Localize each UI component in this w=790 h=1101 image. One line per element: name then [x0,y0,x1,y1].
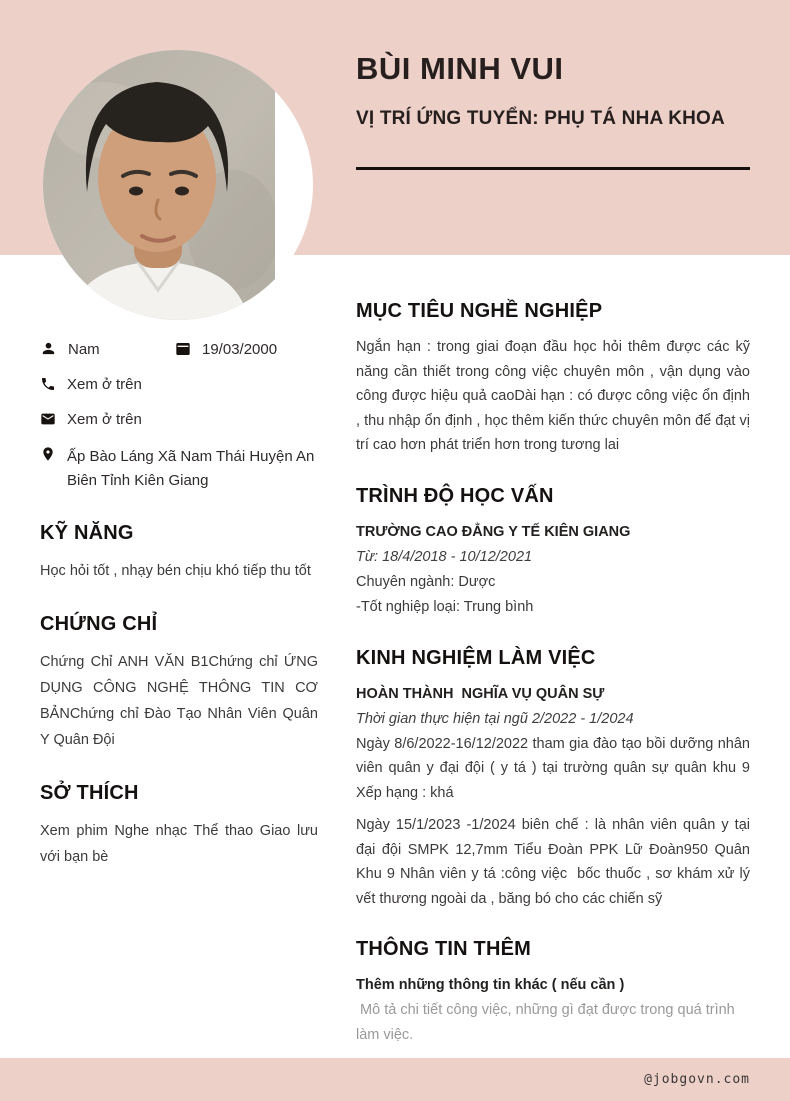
email-value: Xem ở trên [67,411,142,428]
hobbies-section [40,782,318,870]
objective-section [356,300,750,458]
objective-body: Ngắn hạn : trong giai đoạn đầu học hỏi thêm được các kỹ năng cần thiết trong công việc chuyên môn , vận dụng vào công được hiệu quả caoDài hạn : có được công việc ổn định , thu nhập ổn định , học thêm kiến thức chuyên môn để đạt vị trí cao hơn phát triển hơn trong tương lai [356,339,750,453]
candidate-name: BÙI MINH VUI [356,51,564,86]
additional-info-subtitle: Thêm những thông tin khác ( nếu cần ) [356,977,625,993]
education-grade: -Tốt nghiệp loại: Trung bình [356,598,534,615]
header-divider [356,167,750,170]
certificates-section [40,613,318,753]
certificates-body: Chứng Chỉ ANH VĂN B1Chứng chỉ ỨNG DỤNG CÔNG NGHỆ THÔNG TIN CƠ BẢNChứng chỉ Đào Tạo Nhân Viên Quân Y Quân Đội [40,654,318,748]
experience-title: KINH NGHIỆM LÀM VIỆC [356,646,596,669]
skills-body: Học hỏi tốt , nhạy bén chịu khó tiếp thu tốt [40,563,311,579]
person-icon [40,340,57,357]
header-text-block [356,52,750,130]
additional-info-title: THÔNG TIN THÊM [356,938,532,960]
experience-period: Thời gian thực hiện tại ngũ 2/2022 - 1/2024 [356,710,634,727]
applied-position: VỊ TRÍ ỨNG TUYỂN: PHỤ TÁ NHA KHOA [356,108,725,130]
right-column [356,300,755,1074]
additional-info-note: Mô tả chi tiết công việc, những gì đạt được trong quá trình làm việc. [356,1002,739,1043]
address-row [40,445,318,493]
left-column [40,340,318,870]
education-title: TRÌNH ĐỘ HỌC VẤN [356,484,554,507]
footer-watermark: @jobgovn.com [644,1072,750,1087]
experience-role: HOÀN THÀNH NGHĨA VỤ QUÂN SỰ [356,685,605,702]
profile-photo [43,50,313,320]
skills-title: KỸ NĂNG [40,522,134,544]
hobbies-title: SỞ THÍCH [40,782,139,804]
hobbies-body: Xem phim Nghe nhạc Thể thao Giao lưu với bạn bè [40,823,318,865]
gender-item [40,340,175,360]
address-value: Ấp Bào Láng Xã Nam Thái Huyện An Biên Tỉnh Kiên Giang [67,448,315,489]
additional-info-section [356,938,750,1047]
email-row [40,410,318,430]
education-school: TRƯỜNG CAO ĐẲNG Y TẾ KIÊN GIANG [356,523,631,540]
experience-paragraph-2: Ngày 15/1/2023 -1/2024 biên chế : là nhân viên quân y tại đại đội SMPK 12,7mm Tiểu Đoàn PPK Lữ Đoàn950 Quân Khu 9 Nhân viên y tá :công việc bốc thuốc , sơ khám xử lý vết thương ngoài da , băng bó cho các chiến sỹ [356,817,755,907]
footer-bar [0,1058,790,1101]
location-pin-icon [40,446,56,462]
education-period: Từ: 18/4/2018 - 10/12/2021 [356,548,533,565]
gender-value: Nam [68,341,100,358]
gender-birthday-row [40,340,318,360]
certificates-title: CHỨNG CHỈ [40,613,158,635]
envelope-icon [40,411,56,427]
education-major: Chuyên ngành: Dược [356,573,496,590]
phone-icon [40,376,56,392]
education-section [356,485,750,620]
avatar-illustration [43,50,275,320]
birthday-item [175,340,277,360]
calendar-icon [175,341,191,357]
experience-section [356,646,755,912]
phone-value: Xem ở trên [67,376,142,393]
experience-paragraph-1: Ngày 8/6/2022-16/12/2022 tham gia đào tạo bồi dưỡng nhân viên quân y đại đội ( y tá ) tại trường quân sự quân khu 9 Xếp hạng : khá [356,735,755,801]
skills-section [40,522,318,584]
birthday-value: 19/03/2000 [202,341,278,358]
phone-row [40,375,318,395]
objective-title: MỤC TIÊU NGHỀ NGHIỆP [356,300,603,322]
